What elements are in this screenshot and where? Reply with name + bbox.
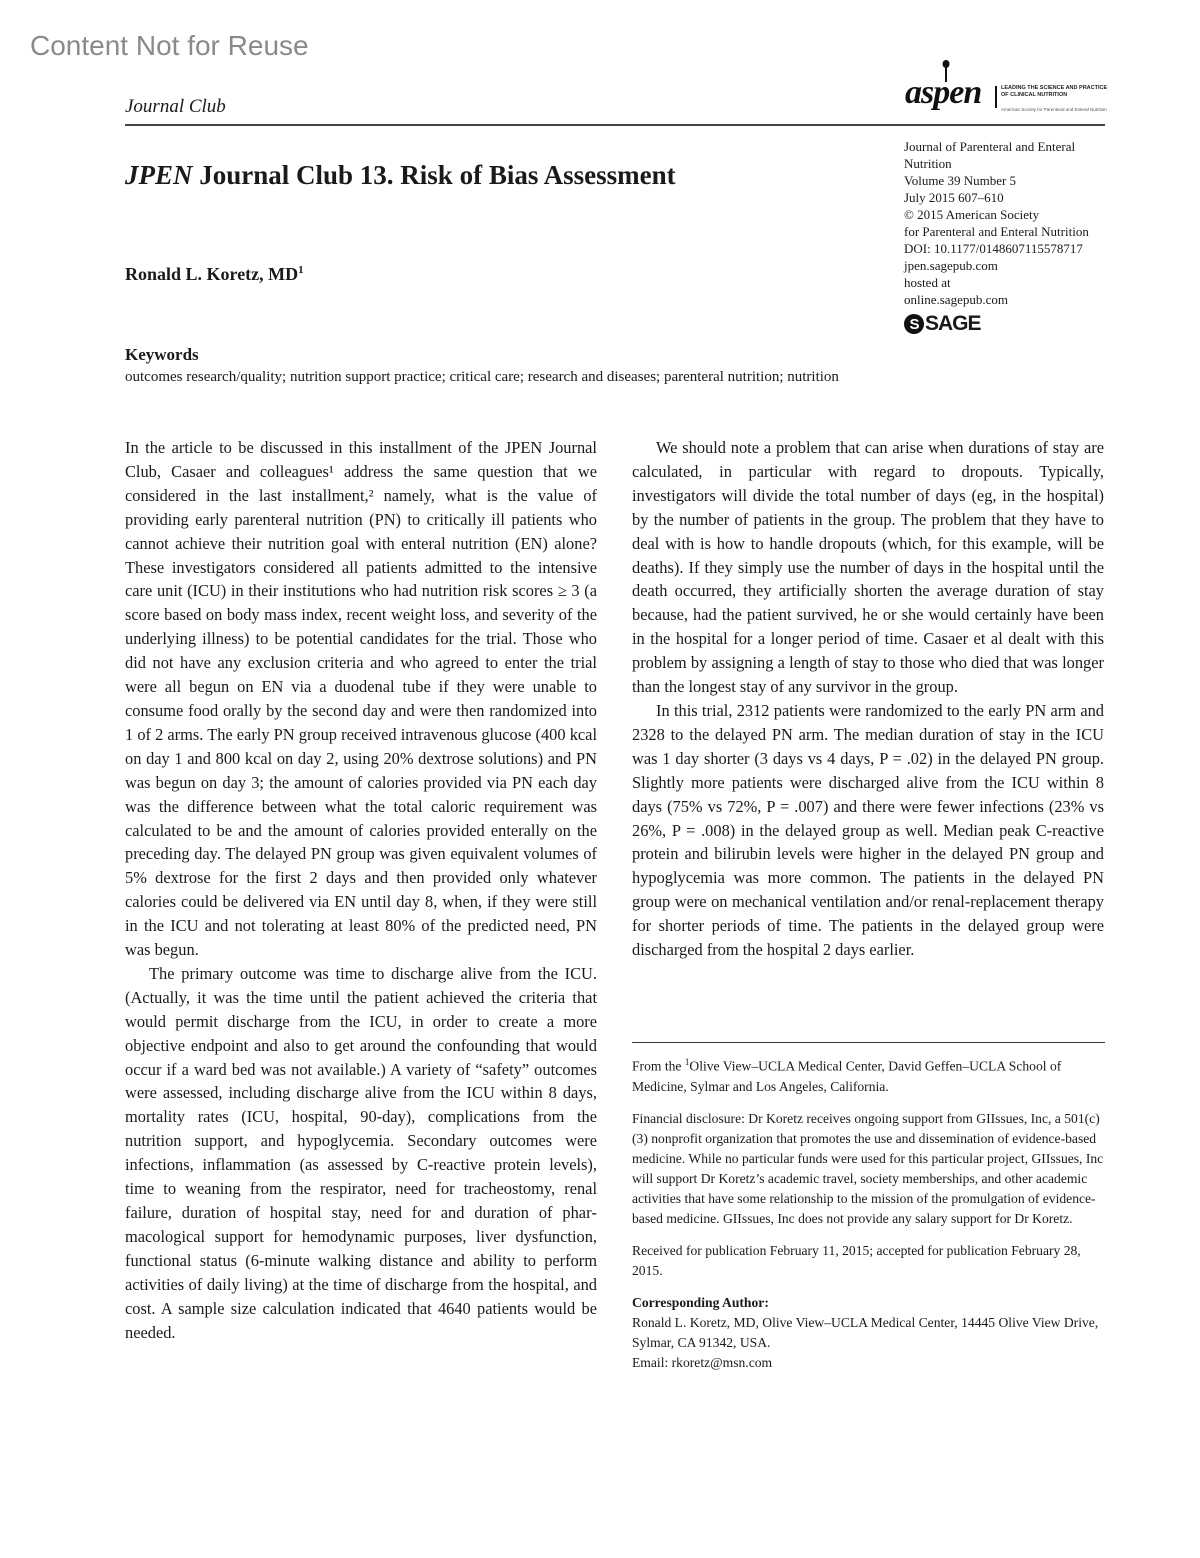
journal-info-line: Volume 39 Number 5 (904, 173, 1017, 188)
author-line (125, 264, 304, 285)
sage-s-icon: S (904, 314, 924, 334)
sage-logo (904, 312, 981, 336)
logo-wordmark: aspen (905, 74, 982, 111)
affiliation-text: Olive View–UCLA Medical Center, David Geffen–UCLA School of Medicine, Sylmar and Los Angeles, California. (632, 1058, 1062, 1094)
affiliation-note (632, 1052, 1105, 1097)
logo-subline: American Society for Parenteral and Enteral Nutrition (1001, 107, 1107, 112)
journal-info-line: Nutrition (904, 156, 952, 171)
aspen-logo (905, 60, 1108, 118)
corresponding-author-heading: Corresponding Author: (632, 1294, 769, 1310)
journal-info-line: July 2015 607–610 (904, 190, 1004, 205)
section-label: Journal Club (125, 96, 226, 117)
journal-info (904, 138, 1114, 308)
journal-info-line: Journal of Parenteral and Enteral (904, 139, 1076, 154)
logo-divider (995, 86, 997, 108)
body-paragraph: The primary outcome was time to discharge alive from the ICU. (Actually, it was the time until the patient achieved the criteria that would permit discharge from the ICU, in order to create a more objective endpoint and also to get around the confounding that would occur if a ward bed was not available.) A variety of “safety” outcomes were assessed, including discharge alive from the ICU within 8 days, mortality rates (ICU, hospital, 90-day), complications from the nutrition support, and hypoglycemia. Secondary outcomes were infections, inflammation (as assessed by C-reactive protein levels), time to weaning from the respirator, need for tracheostomy, renal failure, duration of hospital stay, need for and duration of pharmacological support for hemodynamic purposes, liver dysfunction, functional status (6-minute walking distance and ability to perform activities of daily living) at the time of discharge from the hospital, and cost. A sample size calculation indicated that 4640 patients would be needed. (125, 963, 597, 1342)
doi-line: DOI: 10.1177/0148607115578717 (904, 241, 1083, 256)
corresponding-author (632, 1293, 1105, 1373)
title-text: Journal Club 13. Risk of Bias Assessment (192, 160, 676, 190)
keywords-heading: Keywords (125, 345, 199, 364)
sage-wordmark: SAGE (925, 312, 981, 335)
body-paragraph: In this trial, 2312 patients were randomized to the early PN arm and 2328 to the delayed PN arm. The median duration of stay in the ICU was 1 day shorter (3 days vs 4 days, P = .02) in the delayed PN group. Slightly more patients were discharged alive from the ICU within 8 days (75% vs 72%, P = .007) and there were fewer infections (23% vs 26%, P = .008) in the delayed group as well. Median peak C-reactive protein and bilirubin levels were higher in the delayed PN group and hypoglycemia was more common. The patients in the delayed PN group were on mechanical ventilation and/or renal-replacement therapy for shorter periods of time. The patients in the delayed group were discharged from the hospital 2 days earlier. (632, 700, 1104, 960)
journal-info-line: © 2015 American Society (904, 207, 1040, 222)
hosting-url: online.sagepub.com (904, 292, 1008, 307)
keywords-list: outcomes research/quality; nutrition support practice; critical care; research and diseases; parenteral nutrition; nutrition (125, 369, 839, 385)
author-name: Ronald L. Koretz, MD (125, 264, 299, 284)
body-column-right (632, 436, 1104, 962)
footnote-divider (632, 1042, 1105, 1043)
affiliation-prefix: From the (632, 1058, 685, 1074)
watermark: Content Not for Reuse (30, 30, 309, 61)
corresponding-address: Ronald L. Koretz, MD, Olive View–UCLA Medical Center, 14445 Olive View Drive, Sylmar, CA 91342, USA. (632, 1314, 1099, 1350)
corresponding-email[interactable]: Email: rkoretz@msn.com (632, 1354, 773, 1370)
journal-info-line: hosted at (904, 275, 951, 290)
logo-tagline: LEADING THE SCIENCE AND PRACTICE OF CLINICAL NUTRITION (1001, 85, 1108, 98)
article-title (125, 160, 676, 191)
author-affiliation-mark: 1 (298, 264, 304, 276)
journal-info-line: for Parenteral and Enteral Nutrition (904, 224, 1089, 239)
footnotes (632, 1052, 1105, 1373)
body-paragraph: We should note a problem that can arise when durations of stay are calculated, in particular with regard to dropouts. Typically, investigators will divide the total number of days (eg, in the hospital) by the number of patients in the group. The problem that they have to deal with is how to handle dropouts (which, for this example, will be deaths). If they simply use the number of days in the hospital until the death occurred, they artificially shorten the average duration of stay because, had the patient survived, he or she would certainly have been in the hospital for a longer period of time. Casaer et al dealt with this problem by assigning a length of stay to those who died that was longer than the longest stay of any survivor in the group. (632, 438, 1104, 697)
publication-dates: Received for publication February 11, 2015; accepted for publication February 28, 2015. (632, 1242, 1081, 1278)
body-column-left (125, 436, 597, 1344)
body-paragraph: In the article to be discussed in this installment of the JPEN Journal Club, Casaer and colleagues¹ address the same question that we considered in the last installment,² namely, what is the value of providing early parenteral nutrition (PN) to critically ill patients who cannot achieve their nutrition goal with enteral nutrition (EN) alone? These investigators considered all patients admitted to the intensive care unit (ICU) in their institutions who had nutrition risk scores ≥ 3 (a score based on body mass index, recent weight loss, and severity of the underlying illness) to be potential candidates for the trial. Those who did not have any exclusion criteria and who agreed to enter the trial were all begun on EN via a duodenal tube if they were unable to consume food orally by the second day and were then randomized into 1 of 2 arms. The early PN group received intravenous glucose (400 kcal on day 1 and 800 kcal on day 2, using 20% dextrose solutions) and PN was begun on day 3; the amount of calories provided via PN each day was the difference between what the total caloric requirement was calculated to be and the amount of calories provided enterally on the preceding day. The delayed PN group was given equivalent volumes of 5% dextrose for the first 2 days and then provided only whatever calories could be delivered via EN until day 8, when, if they were still in the ICU and not tolerating at least 80% of the predicted need, PN was begun. (125, 438, 597, 960)
affiliation-mark: 1 (684, 1057, 690, 1067)
header-divider (125, 124, 1105, 126)
title-journal-abbrev: JPEN (125, 160, 193, 190)
journal-url: jpen.sagepub.com (904, 258, 998, 273)
financial-disclosure: Financial disclosure: Dr Koretz receives ongoing support from GIIssues, Inc, a 501(c)(3) nonprofit organization that promotes the use and dissemination of evidence-based medicine. While no particular funds were used for this particular project, GIIssues, Inc will support Dr Koretz’s academic travel, society memberships, and other academic activities that have some relationship to the mission of the promulgation of evidence-based medicine. GIIssues, Inc does not provide any salary support for Dr Koretz. (632, 1110, 1104, 1226)
